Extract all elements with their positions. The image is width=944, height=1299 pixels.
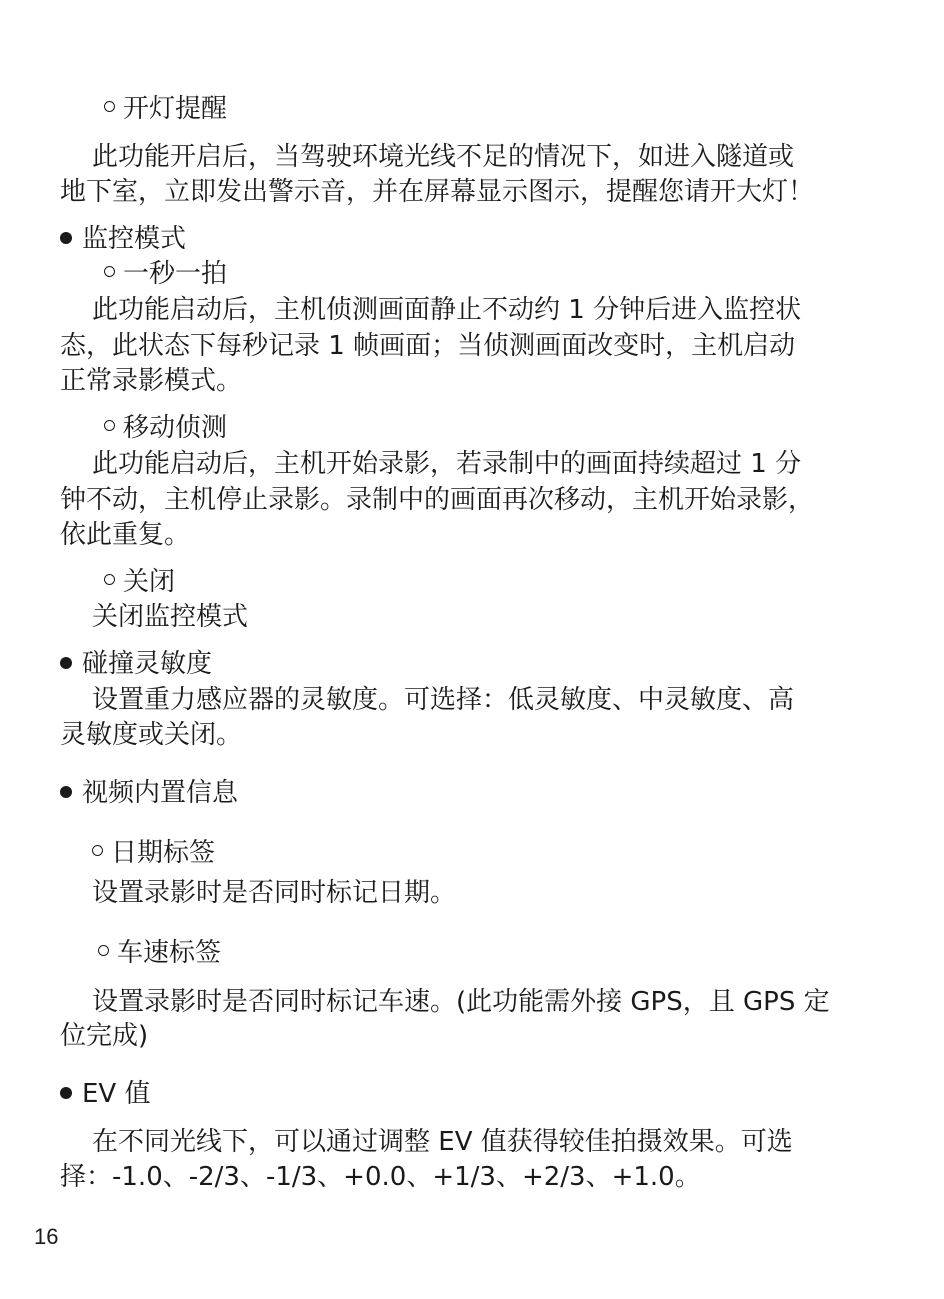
ev-heading: EV 值	[60, 1077, 150, 1111]
circle-bullet-icon	[104, 574, 115, 585]
motion-heading: 移动侦测	[104, 411, 227, 445]
collision-line-2: 灵敏度或关闭。	[60, 720, 243, 750]
bullet-icon	[60, 1087, 72, 1099]
date-label-line-1: 设置录影时是否同时标记日期。	[92, 878, 457, 908]
motion-line-3: 依此重复。	[60, 520, 191, 550]
circle-bullet-icon	[92, 845, 103, 856]
ev-line-2: 择：-1.0、-2/3、-1/3、+0.0、+1/3、+2/3、+1.0。	[60, 1162, 701, 1192]
circle-bullet-icon	[98, 945, 109, 956]
ev-line-1: 在不同光线下，可以通过调整 EV 值获得较佳拍摄效果。可选	[92, 1127, 793, 1157]
one-sec-line-1: 此功能启动后，主机侦测画面静止不动约 1 分钟后进入监控状	[92, 295, 802, 325]
speed-label-heading: 车速标签	[98, 936, 221, 970]
page-number: 16	[34, 1224, 59, 1249]
bullet-icon	[60, 657, 72, 669]
date-label-heading: 日期标签	[92, 836, 215, 870]
speed-label-line-2: 位完成)	[60, 1021, 149, 1051]
collision-line-1: 设置重力感应器的灵敏度。可选择：低灵敏度、中灵敏度、高	[92, 685, 795, 715]
circle-bullet-icon	[104, 420, 115, 431]
monitor-mode-heading: 监控模式	[60, 222, 186, 256]
one-sec-line-3: 正常录影模式。	[60, 366, 243, 396]
circle-bullet-icon	[104, 266, 115, 277]
light-reminder-heading: 开灯提醒	[104, 92, 227, 126]
motion-line-1: 此功能启动后，主机开始录影，若录制中的画面持续超过 1 分	[92, 449, 802, 479]
light-reminder-line-1: 此功能开启后，当驾驶环境光线不足的情况下，如进入隧道或	[92, 142, 795, 172]
video-info-heading: 视频内置信息	[60, 776, 238, 810]
motion-line-2: 钟不动，主机停止录影。录制中的画面再次移动，主机开始录影，	[60, 485, 815, 515]
bullet-icon	[60, 232, 72, 244]
off-line-1: 关闭监控模式	[92, 602, 249, 632]
speed-label-line-1: 设置录影时是否同时标记车速。(此功能需外接 GPS，且 GPS 定	[92, 987, 830, 1017]
circle-bullet-icon	[104, 101, 115, 112]
bullet-icon	[60, 786, 72, 798]
one-sec-line-2: 态，此状态下每秒记录 1 帧画面；当侦测画面改变时，主机启动	[60, 331, 796, 361]
light-reminder-line-2: 地下室，立即发出警示音，并在屏幕显示图示，提醒您请开大灯！	[60, 177, 815, 207]
off-heading: 关闭	[104, 565, 175, 599]
collision-heading: 碰撞灵敏度	[60, 647, 212, 681]
one-sec-heading: 一秒一拍	[104, 257, 227, 291]
